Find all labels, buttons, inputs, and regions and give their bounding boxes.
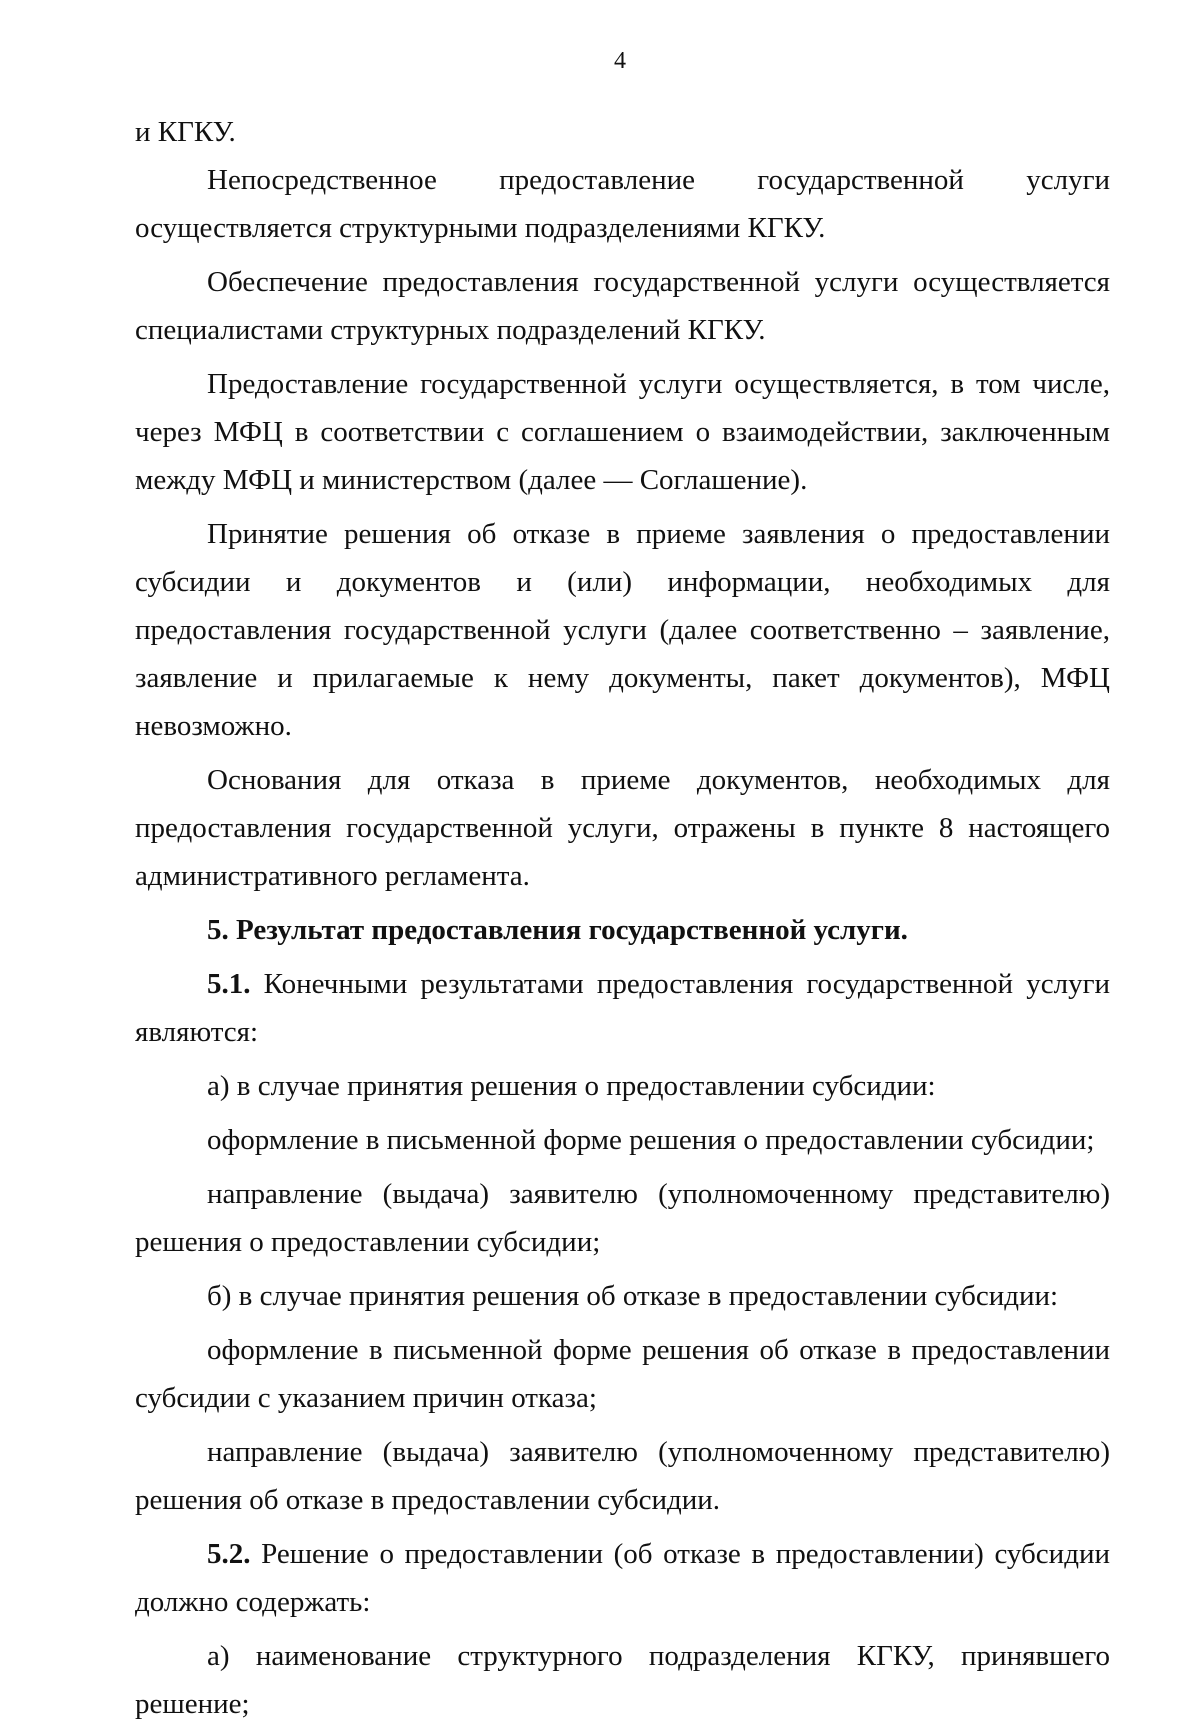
- paragraph-direct-provision-line1: Непосредственное предоставление государственной услуги: [207, 164, 1110, 196]
- paragraph-item-a-1: оформление в письменной форме решения о предоставлении субсидии;: [207, 1124, 1095, 1156]
- paragraph-mfc-provision: Предоставление государственной услуги осуществляется, в том числе, через МФЦ в соответствии с соглашением о взаимодействии, заключенным между МФЦ и министерством (далее — Соглашение).: [135, 368, 1110, 496]
- paragraph-refusal-decision: Принятие решения об отказе в приеме заявления о предоставлении субсидии и документов и (или) информации, необходимых для предоставления государственной услуги (далее соответственно – заявление, заявление и прилагаемые к нему документы, пакет документов), МФЦ невозможно.: [135, 518, 1110, 742]
- paragraph-item-b-2: направление (выдача) заявителю (уполномоченному представителю) решения об отказе в предоставлении субсидии.: [135, 1436, 1110, 1516]
- paragraph-support-provision: Обеспечение предоставления государственной услуги осуществляется специалистами структурных подразделений КГКУ.: [135, 266, 1110, 346]
- paragraph-item-a-decision: а) наименование структурного подразделения КГКУ, принявшего решение;: [135, 1640, 1110, 1720]
- paragraph-5-1: [135, 960, 1110, 1056]
- paragraph-item-a-2: направление (выдача) заявителю (уполномоченному представителю) решения о предоставлении субсидии;: [135, 1178, 1110, 1258]
- paragraph-item-b-1: оформление в письменной форме решения об отказе в предоставлении субсидии с указанием причин отказа;: [135, 1334, 1110, 1414]
- paragraph-refusal-grounds: Основания для отказа в приеме документов, необходимых для предоставления государственной услуги, отражены в пункте 8 настоящего административного регламента.: [135, 764, 1110, 892]
- paragraph-5-2: [135, 1530, 1110, 1626]
- clause-number-5-1: 5.1.: [207, 968, 251, 1000]
- document-body: [135, 108, 1110, 1728]
- clause-number-5-2: 5.2.: [207, 1538, 251, 1570]
- page-number: 4: [614, 48, 626, 74]
- paragraph-item-b: б) в случае принятия решения об отказе в предоставлении субсидии:: [207, 1280, 1059, 1312]
- paragraph-continuation: и КГКУ.: [135, 116, 236, 148]
- clause-text-5-2: Решение о предоставлении (об отказе в предоставлении) субсидии должно содержать:: [135, 1538, 1110, 1618]
- clause-text-5-1: Конечными результатами предоставления государственной услуги являются:: [135, 968, 1110, 1048]
- paragraph-item-a: а) в случае принятия решения о предоставлении субсидии:: [207, 1070, 936, 1102]
- section-5-heading: 5. Результат предоставления государственной услуги.: [207, 914, 908, 946]
- paragraph-direct-provision-line2: осуществляется структурными подразделениями КГКУ.: [135, 212, 826, 244]
